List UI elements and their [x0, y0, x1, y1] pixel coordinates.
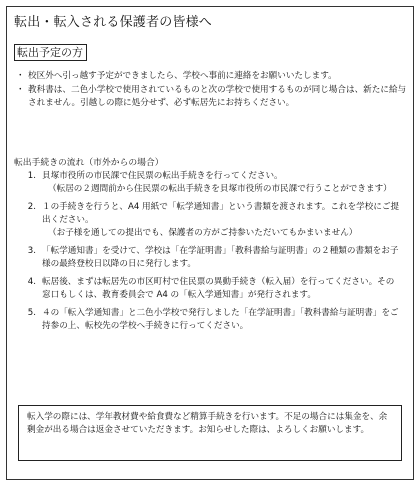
step-subtext: （転居の２週間前から住民票の転出手続きを貝塚市役所の市民課で行うことができます）	[48, 184, 392, 194]
step-number: 2.	[27, 202, 36, 212]
step-text: 転居後、まずは転居先の市区町村で住民票の異動手続き（転入届）を行ってください。その窓口もしくは、教育委員会で A4 の「転入学通知書」が発行されます。	[42, 277, 395, 300]
bullet-marker: ・	[16, 85, 25, 95]
step-subtext: （お子様を通しての提出でも、保護者の方がご持参いただいてもかまいません）	[48, 228, 358, 238]
step-number: 3.	[27, 246, 36, 256]
step-text: ４の「転入学通知書」と二色小学校で発行しました「在学証明書」「教科書給与証明書」をご持参の上、転校先の学校へ手続きに行ってください。	[42, 308, 399, 331]
page-title: 転出・転入される保護者の皆様へ	[14, 15, 213, 30]
step-item	[20, 307, 400, 333]
step-item	[20, 201, 400, 240]
step-number: 5.	[27, 308, 36, 318]
step-item	[20, 276, 400, 302]
bullet-item	[14, 84, 408, 110]
flow-title: 転出手続きの流れ（市外からの場合）	[14, 158, 164, 168]
step-number: 4.	[27, 277, 36, 287]
bullet-text: 校区外へ引っ越す予定ができましたら、学校へ事前に連絡をお願いいたします。	[28, 71, 337, 81]
section-label-transfer-out: 転出予定の方	[14, 44, 87, 61]
step-item	[20, 245, 400, 271]
bullet-text: 教科書は、二色小学校で使用されているものと次の学校で使用するものが同じ場合は、新たに給与されません。引越しの際に処分せず、必ず転居先にお持ちください。	[28, 85, 407, 108]
step-text: 貝塚市役所の市民課で住民票の転出手続きを行ってください。	[42, 171, 283, 181]
bullet-item	[14, 70, 408, 83]
step-text: １の手続きを行うと、A4 用紙で「転学通知書」という書類を渡されます。これを学校にご提出ください。	[42, 202, 400, 225]
note-box: 転入学の際には、学年教材費や給食費など精算手続きを行います。不足の場合には集金を、余剰金が出る場合は返金させていただきます。お知らせした際は、よろしくお願いします。	[18, 405, 402, 461]
step-number: 1.	[27, 171, 36, 181]
step-text: 「転学通知書」を受けて、学校は「在学証明書」「教科書給与証明書」の２種類の書類をお子様の最終登校日以降の日に発行します。	[42, 246, 399, 269]
step-item	[20, 170, 400, 196]
bullet-marker: ・	[16, 71, 25, 81]
steps-list	[20, 170, 400, 338]
bullet-list	[14, 70, 408, 111]
